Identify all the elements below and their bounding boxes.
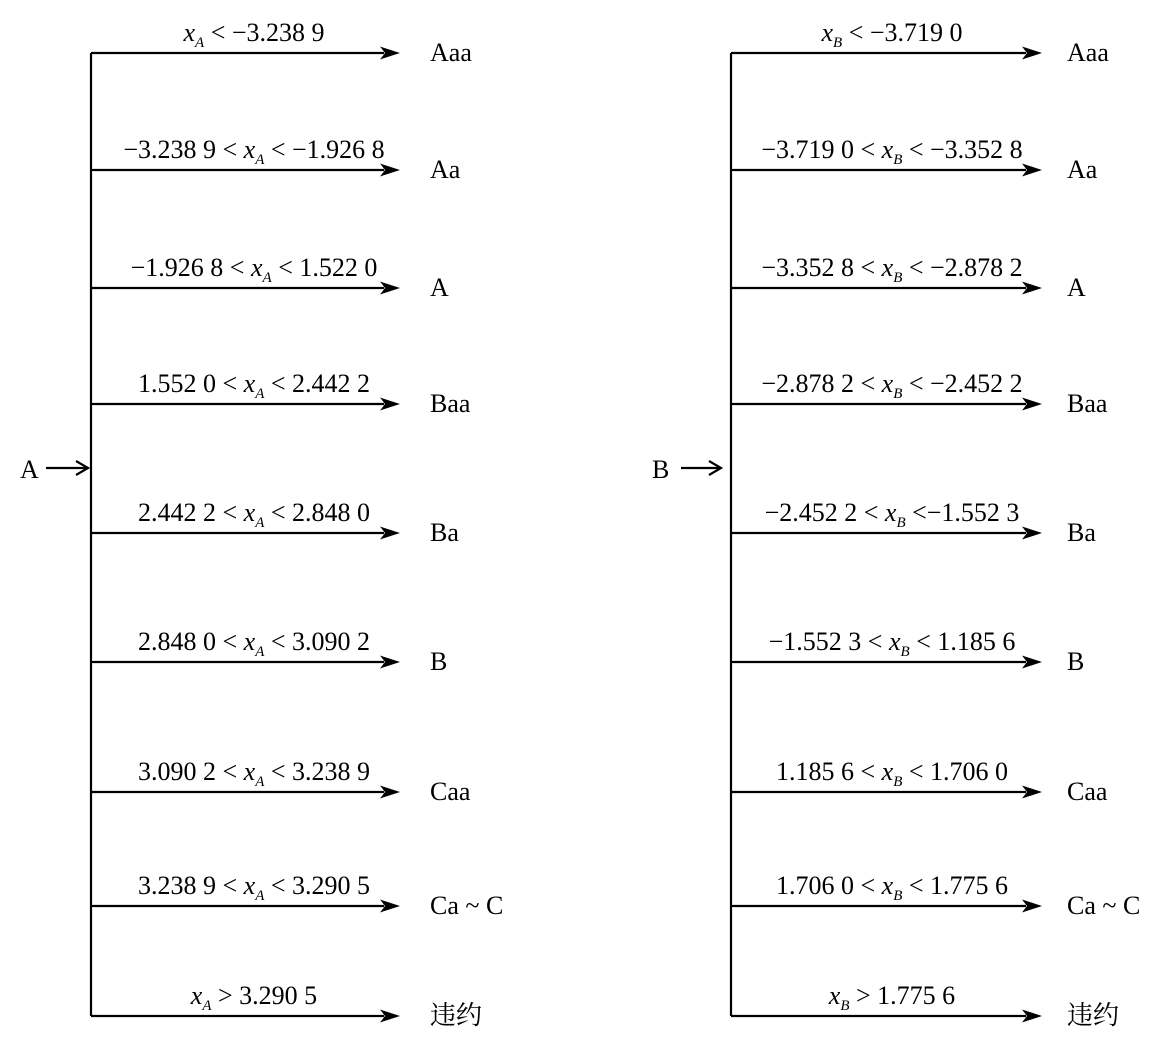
branch-row <box>91 369 471 418</box>
branch-row <box>91 981 482 1030</box>
condition-variable: x <box>881 757 894 786</box>
rating-label: Aa <box>1067 155 1098 184</box>
branch-row <box>731 135 1098 184</box>
condition-right: <−1.552 3 <box>905 498 1020 527</box>
condition-right: < −1.926 8 <box>264 135 385 164</box>
condition-label <box>769 627 1016 660</box>
branch-row <box>91 18 472 67</box>
condition-right: < 1.185 6 <box>909 627 1016 656</box>
condition-variable-subscript: A <box>195 35 205 51</box>
rating-label: A <box>1067 273 1086 302</box>
condition-left: −1.926 8 < <box>130 253 251 282</box>
condition-right: > 3.290 5 <box>211 981 318 1010</box>
condition-right: < 3.090 2 <box>264 627 371 656</box>
rating-label: Ba <box>430 518 459 547</box>
condition-right: < 2.848 0 <box>264 498 371 527</box>
condition-right: < 1.522 0 <box>271 253 378 282</box>
condition-variable-subscript: A <box>255 515 265 531</box>
condition-label <box>761 253 1022 286</box>
condition-variable: x <box>183 18 196 47</box>
condition-right: > 1.775 6 <box>849 981 956 1010</box>
panel-A <box>20 18 503 1030</box>
condition-variable: x <box>881 253 894 282</box>
condition-label <box>138 627 370 660</box>
condition-label <box>828 981 955 1014</box>
condition-variable-subscript: A <box>255 644 265 660</box>
condition-left: −2.878 2 < <box>761 369 882 398</box>
branch-row <box>731 369 1108 418</box>
condition-label <box>138 498 370 531</box>
rating-label: Baa <box>430 389 471 418</box>
rating-label: Caa <box>430 777 471 806</box>
condition-label <box>761 135 1022 168</box>
condition-variable: x <box>821 18 834 47</box>
condition-label <box>182 18 324 51</box>
condition-variable: x <box>881 135 894 164</box>
branch-row <box>91 253 449 302</box>
condition-label <box>776 757 1008 790</box>
condition-right: < −2.452 2 <box>902 369 1023 398</box>
condition-variable-subscript: B <box>896 515 906 531</box>
condition-right: < 2.442 2 <box>264 369 371 398</box>
condition-label <box>820 18 962 51</box>
condition-variable: x <box>243 498 256 527</box>
rating-label: A <box>430 273 449 302</box>
condition-right: < −3.352 8 <box>902 135 1023 164</box>
rating-label: B <box>1067 647 1085 676</box>
rating-label: Baa <box>1067 389 1108 418</box>
branch-row <box>731 18 1109 67</box>
condition-label <box>123 135 384 168</box>
condition-variable: x <box>243 135 256 164</box>
branch-row <box>91 757 471 806</box>
condition-right: < −3.719 0 <box>842 18 963 47</box>
condition-label <box>131 253 378 286</box>
condition-variable-subscript: A <box>255 152 265 168</box>
condition-left: 1.552 0 < <box>137 369 244 398</box>
condition-label <box>776 871 1008 904</box>
condition-label <box>765 498 1020 531</box>
condition-variable: x <box>881 871 894 900</box>
condition-right: < −3.238 9 <box>204 18 325 47</box>
condition-variable: x <box>881 369 894 398</box>
condition-left: 3.238 9 < <box>137 871 244 900</box>
rating-label: Ba <box>1067 518 1096 547</box>
branch-row <box>91 627 447 676</box>
rating-label: Aaa <box>430 38 472 67</box>
condition-variable: x <box>828 981 841 1010</box>
condition-variable-subscript: B <box>893 774 903 790</box>
condition-left: −2.452 2 < <box>764 498 885 527</box>
branch-row <box>731 253 1086 302</box>
condition-variable: x <box>250 253 263 282</box>
condition-left: −3.238 9 < <box>123 135 244 164</box>
condition-variable: x <box>243 757 256 786</box>
branch-row <box>731 871 1140 920</box>
condition-variable-subscript: A <box>255 888 265 904</box>
condition-right: < −2.878 2 <box>902 253 1023 282</box>
condition-variable: x <box>243 369 256 398</box>
condition-variable: x <box>888 627 901 656</box>
condition-left: 1.185 6 < <box>775 757 882 786</box>
condition-variable-subscript: A <box>255 774 265 790</box>
branch-row <box>731 627 1084 676</box>
condition-variable: x <box>884 498 897 527</box>
rating-label: Ca ~ C <box>1067 891 1141 920</box>
branch-row <box>731 757 1108 806</box>
condition-left: 2.442 2 < <box>137 498 244 527</box>
condition-right: < 1.775 6 <box>902 871 1009 900</box>
condition-variable-subscript: A <box>255 386 265 402</box>
branch-row <box>91 135 461 184</box>
condition-variable: x <box>243 871 256 900</box>
root-label: A <box>20 455 39 484</box>
branch-row <box>91 871 503 920</box>
condition-variable-subscript: B <box>893 152 903 168</box>
root-label: B <box>652 455 670 484</box>
condition-variable-subscript: B <box>893 888 903 904</box>
condition-label <box>190 981 317 1014</box>
condition-variable-subscript: B <box>900 644 910 660</box>
rating-label: Caa <box>1067 777 1108 806</box>
condition-variable: x <box>243 627 256 656</box>
condition-left: −3.719 0 < <box>761 135 882 164</box>
condition-variable-subscript: B <box>893 270 903 286</box>
condition-variable-subscript: A <box>262 270 272 286</box>
condition-variable-subscript: B <box>840 998 850 1014</box>
condition-right: < 1.706 0 <box>902 757 1009 786</box>
condition-right: < 3.290 5 <box>264 871 371 900</box>
rating-label: 违约 <box>430 1001 483 1030</box>
condition-label <box>138 871 370 904</box>
condition-left: 2.848 0 < <box>137 627 244 656</box>
condition-left: −1.552 3 < <box>768 627 889 656</box>
branch-row <box>731 981 1119 1030</box>
rating-label: B <box>430 647 448 676</box>
rating-label: 违约 <box>1067 1001 1120 1030</box>
condition-left: 1.706 0 < <box>775 871 882 900</box>
condition-label <box>761 369 1022 402</box>
condition-variable-subscript: A <box>202 998 212 1014</box>
condition-label <box>138 757 370 790</box>
condition-variable: x <box>190 981 203 1010</box>
condition-variable-subscript: B <box>833 35 843 51</box>
condition-left: −3.352 8 < <box>761 253 882 282</box>
rating-label: Aa <box>430 155 461 184</box>
condition-right: < 3.238 9 <box>264 757 371 786</box>
condition-left: 3.090 2 < <box>137 757 244 786</box>
condition-variable-subscript: B <box>893 386 903 402</box>
panel-B <box>652 18 1140 1030</box>
branch-row <box>731 498 1096 547</box>
branch-row <box>91 498 459 547</box>
rating-label: Ca ~ C <box>430 891 504 920</box>
condition-label <box>138 369 370 402</box>
rating-label: Aaa <box>1067 38 1109 67</box>
